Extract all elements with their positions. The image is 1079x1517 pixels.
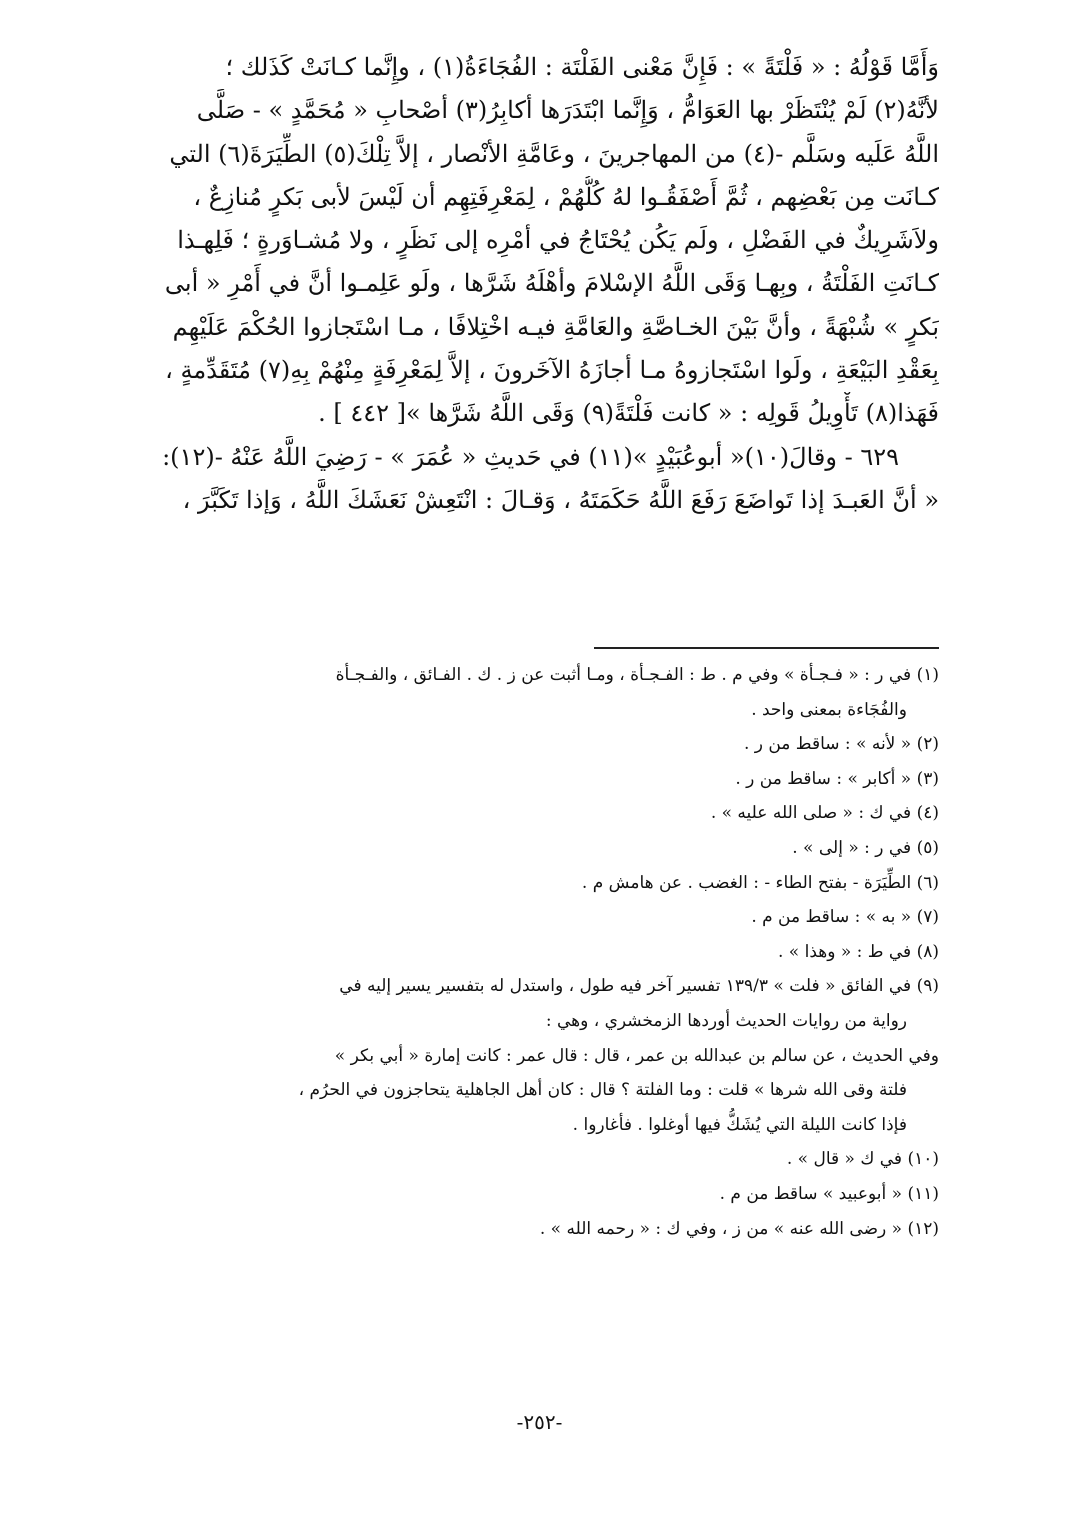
paragraph-629-line: « أنَّ العَبـدَ إذا تَواضَعَ رَفَعَ اللَّهُ حَكَمَتَهُ ، وَقـالَ : انْتَعِشْ نَعَشَكَ اللَّهُ ، وَإذا تَكَبَّرَ ، bbox=[182, 485, 939, 514]
footnote-1: (١) في ر : « فـجـأة » وفي م . ط : الفـجـأة ، ومـا أثبت عن ز . ك . الفـائق ، والفـجـأة bbox=[335, 665, 939, 685]
main-text-line: كـانَت مِن بَعْضِهم ، ثُمَّ أَصْفَقُـوا لهُ كُلُّهُمْ ، لِمَعْرِفَتِهِم أن لَيْسَ لأبى بَكرٍ مُنازِعٌ ، bbox=[193, 182, 939, 211]
footnote-4: (٤) في ك : « صلى الله عليه » . bbox=[710, 803, 939, 824]
footnote-9-quote: وفي الحديث ، عن سالم بن عبدالله بن عمر ، قال : قال عمر : كانت إمارة « أبي بكر » bbox=[334, 1045, 939, 1066]
footnote-5: (٥) في ر : « إلى » . bbox=[792, 837, 939, 858]
footnotes-block bbox=[150, 658, 939, 1246]
main-text-line: اللَّهُ عَلَيه وسَلَّم -(٤) من المهاجرينَ ، وعَامَّةِ الأنْصار ، إلاَّ تِلْكَ(٥) الطِّيَرَةَ(٦) التي bbox=[169, 139, 939, 168]
main-text-line: بِعَقْدِ البَيْعَةِ ، ولَوا اسْتَجازوهُ مـا أجازَهُ الآخَرونَ ، إلاَّ لِمَعْرِفَةٍ مِنْهُمْ بِهِ(٧) مُتَقَدِّمةٍ ، bbox=[165, 356, 939, 385]
footnote-3: (٣) « أكابر » : ساقط من ر . bbox=[735, 768, 939, 789]
main-text-line: لأنَّهُ(٢) لَمْ يُنْتَظَرْ بها العَوَامُّ ، وَإِنَّما ابْتَدَرَها أكابِرُ(٣) أصْحابِ « مُحَمَّدٍ » - صَلَّى bbox=[196, 96, 939, 125]
main-text-block bbox=[150, 46, 939, 522]
footnote-12: (١٢) « رضى الله عنه » من ز ، وفي ك : « رحمه الله » . bbox=[539, 1218, 939, 1239]
footnote-2: (٢) « لأنه » : ساقط من ر . bbox=[743, 734, 939, 755]
paragraph-629-line: ٦٢٩ - وقالَ(١٠)« أبوعُبَيْدٍ »(١١) في حَديثِ « عُمَرَ » - رَضِيَ اللَّهُ عَنْهُ -(١٢): bbox=[162, 442, 899, 471]
footnote-11: (١١) « أبوعبيد » ساقط من م . bbox=[719, 1183, 939, 1204]
main-text-line: ولاَشَرِيكٌ في الفَضْلِ ، ولَم يَكُن يُحْتَاجُ في أمْرِه إلى نَظَرٍ ، ولا مُشـاوَرةٍ ؛ فَلِهـذا bbox=[177, 226, 939, 255]
footnote-9: (٩) في الفائق « فلت » ١٣٩/٣ تفسير آخر فيه طول ، واستدل له بتفسير يسير إليه في bbox=[339, 976, 939, 997]
main-text-line: فَهَذا(٨) تَأْوِيلُ قَولِه : « كانت فَلْتَةً(٩) وَقَى اللَّهُ شَرَّها »[ ٤٤٢ ] . bbox=[318, 399, 939, 428]
footnote-9-quote-continued: فإذا كانت الليلة التي يُشَكُّ فيها أوغلوا . فأغاروا . bbox=[572, 1114, 907, 1135]
footnote-6: (٦) الطِّيَرَة - بفتح الطاء - : الغضب . عن هامش م . bbox=[581, 872, 939, 893]
footnote-divider bbox=[594, 647, 939, 649]
footnote-9-quote-continued: فلتة وقى الله شرها » قلت : وما الفلتة ؟ قال : كان أهل الجاهلية يتحاجزون في الحرُم ، bbox=[298, 1080, 907, 1101]
footnote-10: (١٠) في ك « قال » . bbox=[786, 1149, 939, 1170]
footnote-1-continued: والفُجَاءة بمعنى واحد . bbox=[751, 699, 907, 720]
main-text-line: وَأَمَّا قَوْلُهُ : « فَلْتَةً » : فَإِنَّ مَعْنى الفَلْتَة : الفُجَاءَةُ(١) ، وإِنَّما كـانَتْ كَذَلك ؛ bbox=[225, 53, 939, 81]
page-number: -٢٥٢- bbox=[516, 1410, 563, 1434]
footnote-8: (٨) في ط : « وهذا » . bbox=[777, 941, 939, 962]
main-text-line: كـانَتِ الفَلْتَةُ ، وبِهـا وَقَى اللَّهُ الإسْلامَ وأهْلَهُ شَرَّها ، ولَو عَلِمـوا أنَّ في أَمْرِ « أبى bbox=[164, 269, 939, 298]
footnote-7: (٧) « به » : ساقط من م . bbox=[751, 907, 939, 928]
main-text-line: بَكرٍ » شُبْهَةً ، وأنَّ بَيْنَ الخـاصَّةِ والعَامَّةِ فيـه اخْتِلافًا ، مـا اسْتَجازوا الحُكْمَ عَلَيْهِم bbox=[172, 312, 939, 341]
footnote-9-continued: رواية من روايات الحديث أوردها الزمخشري ، وهي : bbox=[545, 1010, 907, 1031]
